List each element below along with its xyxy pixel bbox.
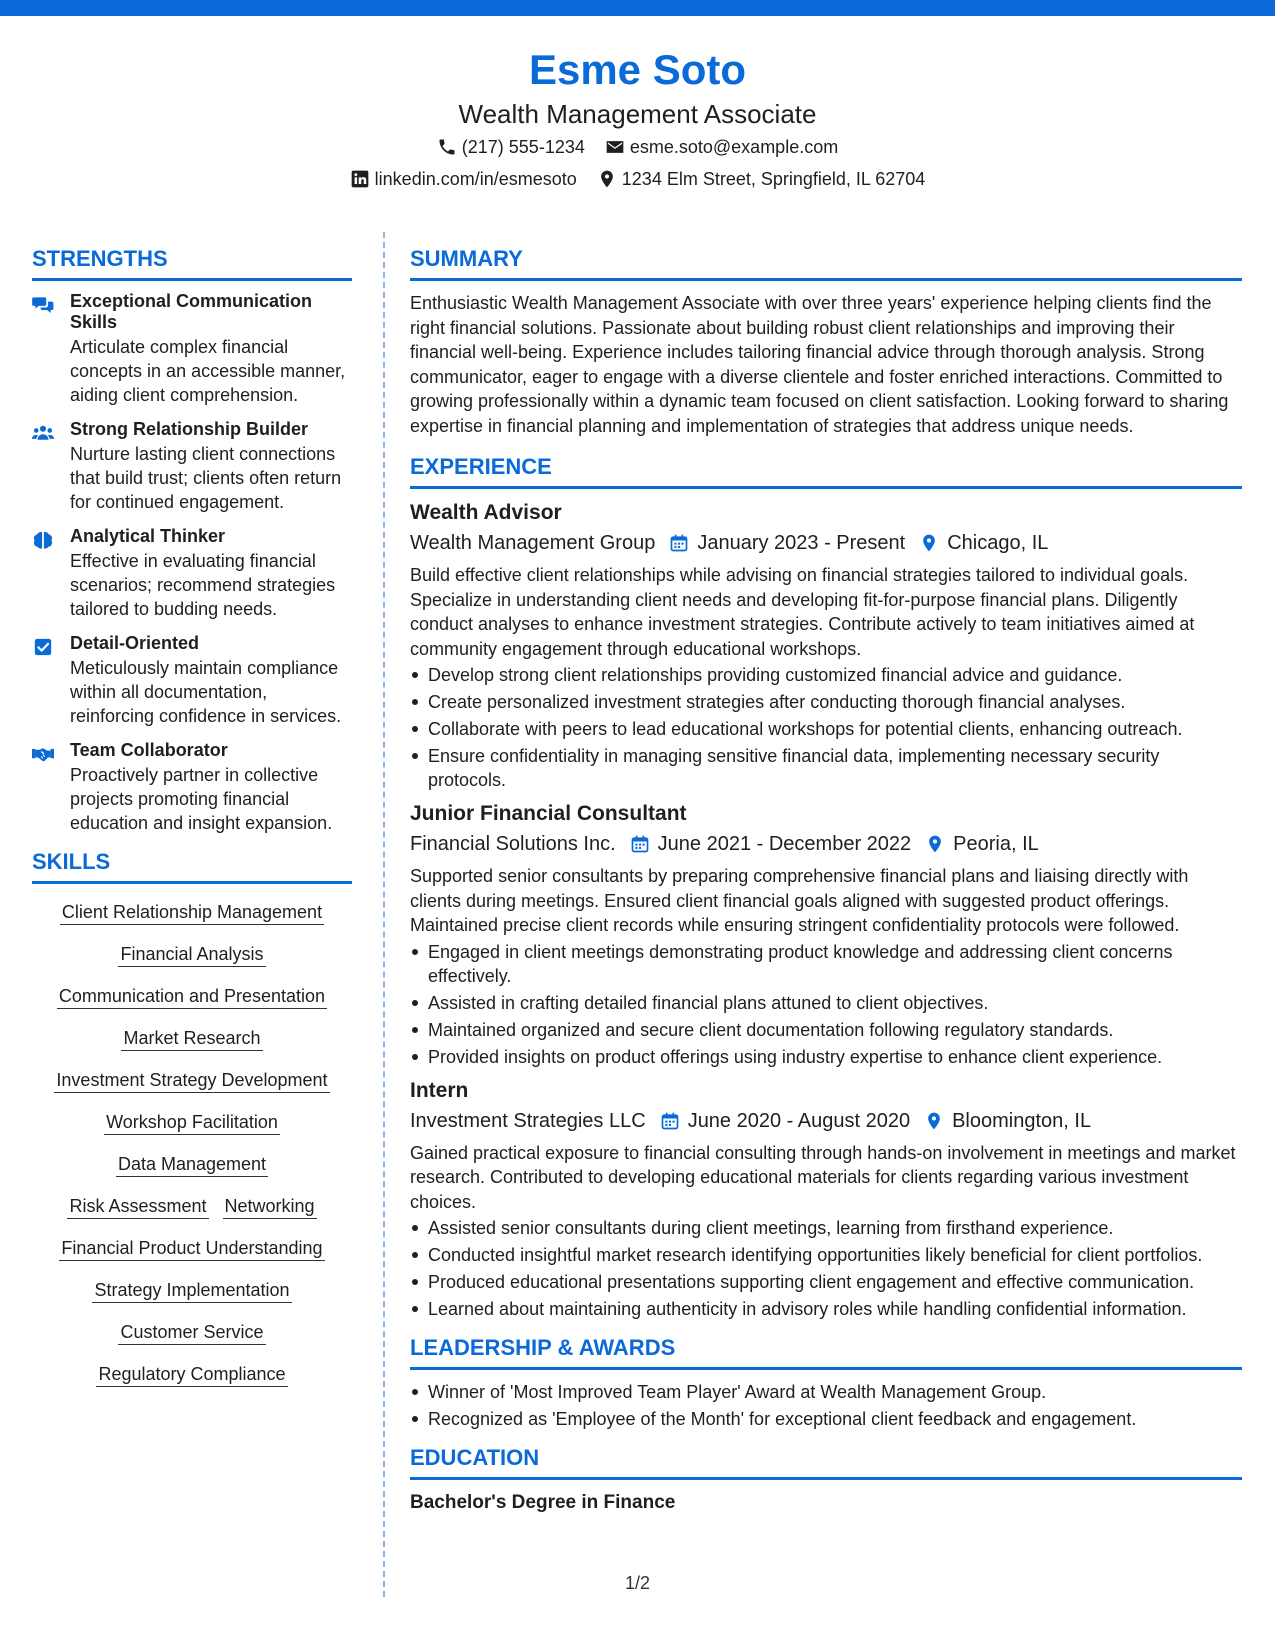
education-degree: Bachelor's Degree in Finance: [410, 1492, 676, 1513]
right-column: [410, 244, 1242, 1516]
list-item: Learned about maintaining authenticity in advisory roles while handling confidential information.: [410, 1297, 1242, 1321]
phone-text: (217) 555-1234: [461, 137, 585, 157]
skill-tag: Investment Strategy Development: [54, 1070, 329, 1093]
list-item: Ensure confidentiality in managing sensitive financial data, implementing necessary security protocols.: [410, 744, 1242, 792]
list-item: Provided insights on product offerings using industry expertise to enhance client experience.: [410, 1045, 1242, 1069]
map-pin-icon: [597, 169, 617, 189]
job-dates: June 2020 - August 2020: [687, 1109, 911, 1132]
leadership-heading: LEADERSHIP & AWARDS: [410, 1333, 1242, 1370]
skill-tag: Communication and Presentation: [57, 986, 327, 1009]
skill-tag: Client Relationship Management: [60, 902, 324, 925]
page-number: 1/2: [624, 1573, 651, 1593]
list-item: Produced educational presentations supporting client engagement and effective communication.: [410, 1270, 1242, 1294]
calendar-icon: [669, 533, 689, 553]
job-company: Wealth Management Group: [410, 532, 656, 554]
job-location: Chicago, IL: [947, 532, 1049, 554]
skill-row: [32, 1110, 352, 1134]
education-heading: EDUCATION: [410, 1443, 1242, 1480]
email-text: esme.soto@example.com: [629, 137, 839, 157]
skill-tag: Strategy Implementation: [92, 1280, 291, 1303]
phone-icon: [437, 137, 457, 157]
strength-title: Strong Relationship Builder: [70, 419, 309, 439]
contact-row-2: [0, 164, 1275, 194]
skill-row: [32, 1194, 352, 1218]
contact-address: [597, 164, 926, 194]
brain-icon: [32, 530, 54, 550]
job-meta: [410, 527, 1242, 559]
strength-desc: Meticulously maintain compliance within all documentation, reinforcing confidence in services.: [70, 658, 342, 726]
summary-text: Enthusiastic Wealth Management Associate with over three years' experience helping clients find the right financial solutions. Passionate about building robust client relationships and improving their financial well-being. Experience includes tailoring financial advice through thorough analysis. Strong communicator, eager to engage with a diverse clientele and foster enriched interactions. Committed to growing professionally within a dynamic team focused on client satisfaction. Looking forward to sharing expertise in financial planning and implementation of strategies that address unique needs.: [410, 293, 1229, 436]
skill-tag: Workshop Facilitation: [104, 1112, 280, 1135]
experience-heading: EXPERIENCE: [410, 452, 1242, 489]
job-company: Financial Solutions Inc.: [410, 833, 616, 855]
skill-row: [32, 1320, 352, 1344]
skill-row: [32, 900, 352, 924]
skill-tag: Data Management: [116, 1154, 268, 1177]
skill-row: [32, 1068, 352, 1092]
list-item: Develop strong client relationships providing customized financial advice and guidance.: [410, 663, 1242, 687]
skill-tag: Financial Product Understanding: [59, 1238, 324, 1261]
job-meta: [410, 828, 1242, 860]
job-entry: [410, 499, 1242, 792]
left-column: [32, 244, 352, 1404]
skill-tag: Financial Analysis: [118, 944, 265, 967]
strength-desc: Articulate complex financial concepts in an accessible manner, aiding client comprehension.: [70, 337, 346, 405]
job-title: Junior Financial Consultant: [410, 802, 687, 825]
calendar-icon: [660, 1111, 680, 1131]
job-dates: June 2021 - December 2022: [657, 833, 912, 855]
column-divider: [383, 232, 385, 1597]
skill-row: [32, 984, 352, 1008]
strength-title: Team Collaborator: [70, 740, 228, 760]
list-item: Assisted senior consultants during client meetings, learning from firsthand experience.: [410, 1216, 1242, 1240]
chat-bubbles-icon: [32, 295, 54, 315]
skill-tag: Risk Assessment: [67, 1196, 208, 1219]
job-entry: [410, 800, 1242, 1069]
list-item: Recognized as 'Employee of the Month' for exceptional client feedback and engagement.: [410, 1407, 1242, 1431]
list-item: Assisted in crafting detailed financial plans attuned to client objectives.: [410, 991, 1242, 1015]
job-company: Investment Strategies LLC: [410, 1109, 646, 1132]
skill-row: [32, 1362, 352, 1386]
strength-title: Detail-Oriented: [70, 633, 200, 653]
job-location: Bloomington, IL: [952, 1109, 1092, 1132]
strengths-heading: STRENGTHS: [32, 244, 352, 281]
strength-title: Exceptional Communication Skills: [70, 291, 313, 332]
calendar-icon: [630, 834, 650, 854]
envelope-icon: [605, 137, 625, 157]
map-pin-icon: [919, 533, 939, 553]
strength-item: [32, 291, 352, 407]
job-entry: [410, 1077, 1242, 1322]
strength-desc: Nurture lasting client connections that build trust; clients often return for continued engagement.: [70, 444, 342, 512]
strength-desc: Effective in evaluating financial scenarios; recommend strategies tailored to budding needs.: [70, 551, 336, 619]
job-title: Intern: [410, 1078, 469, 1102]
summary-heading: SUMMARY: [410, 244, 1242, 281]
skills-heading: SKILLS: [32, 847, 352, 884]
list-item: Conducted insightful market research identifying opportunities likely beneficial for client portfolios.: [410, 1243, 1242, 1267]
contact-phone[interactable]: [437, 132, 585, 162]
leadership-list: [410, 1380, 1242, 1431]
job-title: Wealth Advisor: [410, 501, 562, 524]
strength-item: [32, 633, 352, 728]
checkbox-icon: [32, 637, 54, 657]
skill-tag: Market Research: [121, 1028, 262, 1051]
map-pin-icon: [925, 834, 945, 854]
job-bullets: [410, 663, 1242, 792]
linkedin-text: linkedin.com/in/esmesoto: [374, 169, 577, 189]
strength-item: [32, 526, 352, 621]
job-description: Supported senior consultants by preparing comprehensive financial plans and liaising directly with clients during meetings. Ensured client financial goals aligned with suggested product offerings. Maintained precise client records while ensuring stringent confidentiality protocols were followed.: [410, 866, 1189, 935]
job-meta: [410, 1105, 1242, 1137]
skill-row: [32, 1278, 352, 1302]
job-location: Peoria, IL: [953, 833, 1039, 855]
job-bullets: [410, 1216, 1242, 1321]
strength-item: [32, 740, 352, 835]
list-item: Collaborate with peers to lead educational workshops for potential clients, enhancing outreach.: [410, 717, 1242, 741]
skill-row: [32, 942, 352, 966]
skill-tag: Regulatory Compliance: [96, 1364, 287, 1387]
people-group-icon: [32, 423, 54, 443]
skill-row: [32, 1026, 352, 1050]
candidate-title: Wealth Management Associate: [458, 99, 817, 129]
list-item: Engaged in client meetings demonstrating product knowledge and addressing client concerns effectively.: [410, 940, 1242, 988]
skill-row: [32, 1236, 352, 1260]
top-accent-bar: [0, 0, 1275, 16]
map-pin-icon: [924, 1111, 944, 1131]
list-item: Create personalized investment strategies after conducting thorough financial analyses.: [410, 690, 1242, 714]
list-item: Maintained organized and secure client documentation following regulatory standards.: [410, 1018, 1242, 1042]
strength-desc: Proactively partner in collective projects promoting financial education and insight expansion.: [70, 765, 333, 833]
resume-header: [0, 44, 1275, 194]
skill-row: [32, 1152, 352, 1176]
handshake-icon: [32, 744, 54, 764]
job-description: Build effective client relationships while advising on financial strategies tailored to individual goals. Specialize in understanding client needs and developing fit-for-purpose financial plans. Diligently conduct analyses to enhance investment strategies. Contribute actively to team initiatives aimed at community engagement through educational workshops.: [410, 565, 1195, 659]
linkedin-icon: [350, 169, 370, 189]
strength-title: Analytical Thinker: [70, 526, 226, 546]
candidate-name: Esme Soto: [528, 46, 747, 93]
address-text: 1234 Elm Street, Springfield, IL 62704: [621, 169, 926, 189]
skills-list: [32, 898, 352, 1404]
contact-linkedin[interactable]: [350, 164, 577, 194]
contact-row-1: [0, 132, 1275, 162]
job-description: Gained practical exposure to financial consulting through hands-on involvement in meetings and market research. Contributed to developing educational materials for clients regarding various investment choices.: [410, 1142, 1236, 1212]
skill-tag: Networking: [223, 1196, 317, 1219]
list-item: Winner of 'Most Improved Team Player' Award at Wealth Management Group.: [410, 1380, 1242, 1404]
job-dates: January 2023 - Present: [697, 532, 906, 554]
skill-tag: Customer Service: [118, 1322, 265, 1345]
job-bullets: [410, 940, 1242, 1069]
strength-item: [32, 419, 352, 514]
contact-email[interactable]: [605, 132, 838, 162]
